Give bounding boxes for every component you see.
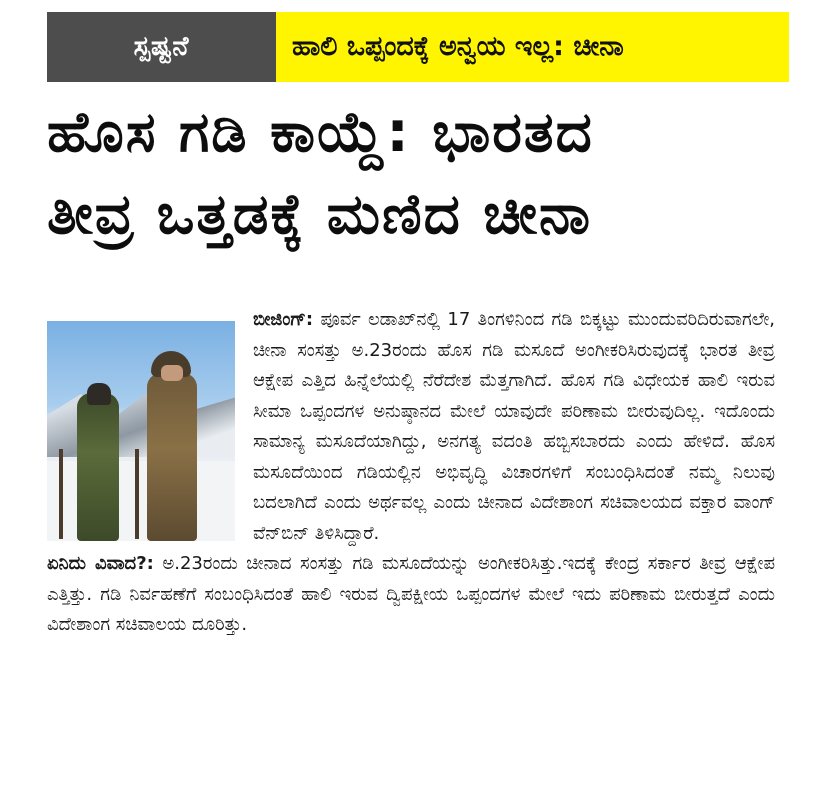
soldier-figure xyxy=(147,373,197,541)
headline-line-1: ಹೊಸ ಗಡಿ ಕಾಯ್ದೆ: ಭಾರತದ xyxy=(47,100,594,165)
fence-post xyxy=(59,449,63,539)
section-header xyxy=(47,12,789,82)
article-body xyxy=(47,305,775,641)
soldier-face xyxy=(161,365,183,381)
dateline: ಬೀಜಿಂಗ್: xyxy=(253,309,314,330)
headline-line-2: ತೀವ್ರ ಒತ್ತಡಕ್ಕೆ ಮಣಿದ ಚೀನಾ xyxy=(47,182,592,247)
section-tag: ಸ್ಪಷ್ಟನೆ xyxy=(47,12,276,82)
mountain-shape xyxy=(47,387,235,457)
headline xyxy=(47,92,797,256)
fence-post xyxy=(135,449,139,539)
paragraph-1-text: ಪೂರ್ವ ಲಡಾಖ್‌ನಲ್ಲಿ 17 ತಿಂಗಳಿನಿಂದ ಗಡಿ ಬಿಕ್ಕಟ್ಟು ಮುಂದುವರಿದಿರುವಾಗಲೇ, ಚೀನಾ ಸಂಸತ್ತು ಅ.23ರಂದು ಹೊಸ ಗಡಿ ಮಸೂದೆ ಅಂಗೀಕರಿಸಿರುವುದಕ್ಕೆ ಭಾರತ ತೀವ್ರ ಆಕ್ಷೇಪ ಎತ್ತಿದ ಹಿನ್ನೆಲೆಯಲ್ಲಿ ನೆರೆದೇಶ ಮೆತ್ತಗಾಗಿದೆ. ಹೊಸ ಗಡಿ ವಿಧೇಯಕ ಹಾಲಿ ಇರುವ ಸೀಮಾ ಒಪ್ಪಂದಗಳ ಅನುಷ್ಠಾನದ ಮೇಲೆ ಯಾವುದೇ ಪರಿಣಾಮ ಬೀರುವುದಿಲ್ಲ. ಇದೊಂದು ಸಾಮಾನ್ಯ ಮಸೂದೆಯಾಗಿದ್ದು, ಅನಗತ್ಯ ವದಂತಿ ಹಬ್ಬಿಸಬಾರದು ಎಂದು ಹೇಳಿದೆ. ಹೊಸ ಮಸೂದೆಯಿಂದ ಗಡಿಯಲ್ಲಿನ ಅಭಿವೃದ್ಧಿ ವಿಚಾರಗಳಿಗೆ ಸಂಬಂಧಿಸಿದಂತೆ ನಮ್ಮ ನಿಲುವು ಬದಲಾಗಿದೆ ಎಂದು ಅರ್ಥವಲ್ಲ ಎಂದು ಚೀನಾದ ವಿದೇಶಾಂಗ ಸಚಿವಾಲಯದ ವಕ್ತಾರ ವಾಂಗ್ ವೆನ್‌ಬಿನ್ ತಿಳಿಸಿದ್ದಾರೆ. xyxy=(253,309,775,544)
kicker-line: ಹಾಲಿ ಒಪ್ಪಂದಕ್ಕೆ ಅನ್ವಯ ಇಲ್ಲ: ಚೀನಾ xyxy=(276,12,789,82)
snow-ground xyxy=(47,461,235,541)
subhead: ಏನಿದು ವಿವಾದ?: xyxy=(47,553,154,574)
soldiers-photo xyxy=(47,321,235,541)
paragraph-2 xyxy=(47,549,775,641)
paragraph-1 xyxy=(47,305,775,549)
soldier-figure xyxy=(77,393,119,541)
paragraph-2-text: ಅ.23ರಂದು ಚೀನಾದ ಸಂಸತ್ತು ಗಡಿ ಮಸೂದೆಯನ್ನು ಅಂಗೀಕರಿಸಿತ್ತು.ಇದಕ್ಕೆ ಕೇಂದ್ರ ಸರ್ಕಾರ ತೀವ್ರ ಆಕ್ಷೇಪ ಎತ್ತಿತ್ತು. ಗಡಿ ನಿರ್ವಹಣೆಗೆ ಸಂಬಂಧಿಸಿದಂತೆ ಹಾಲಿ ಇರುವ ದ್ವಿಪಕ್ಷೀಯ ಒಪ್ಪಂದಗಳ ಮೇಲೆ ಇದು ಪರಿಣಾಮ ಬೀರುತ್ತದೆ ಎಂದು ವಿದೇಶಾಂಗ ಸಚಿವಾಲಯ ದೂರಿತ್ತು. xyxy=(47,553,775,635)
soldier-helmet xyxy=(87,383,111,405)
